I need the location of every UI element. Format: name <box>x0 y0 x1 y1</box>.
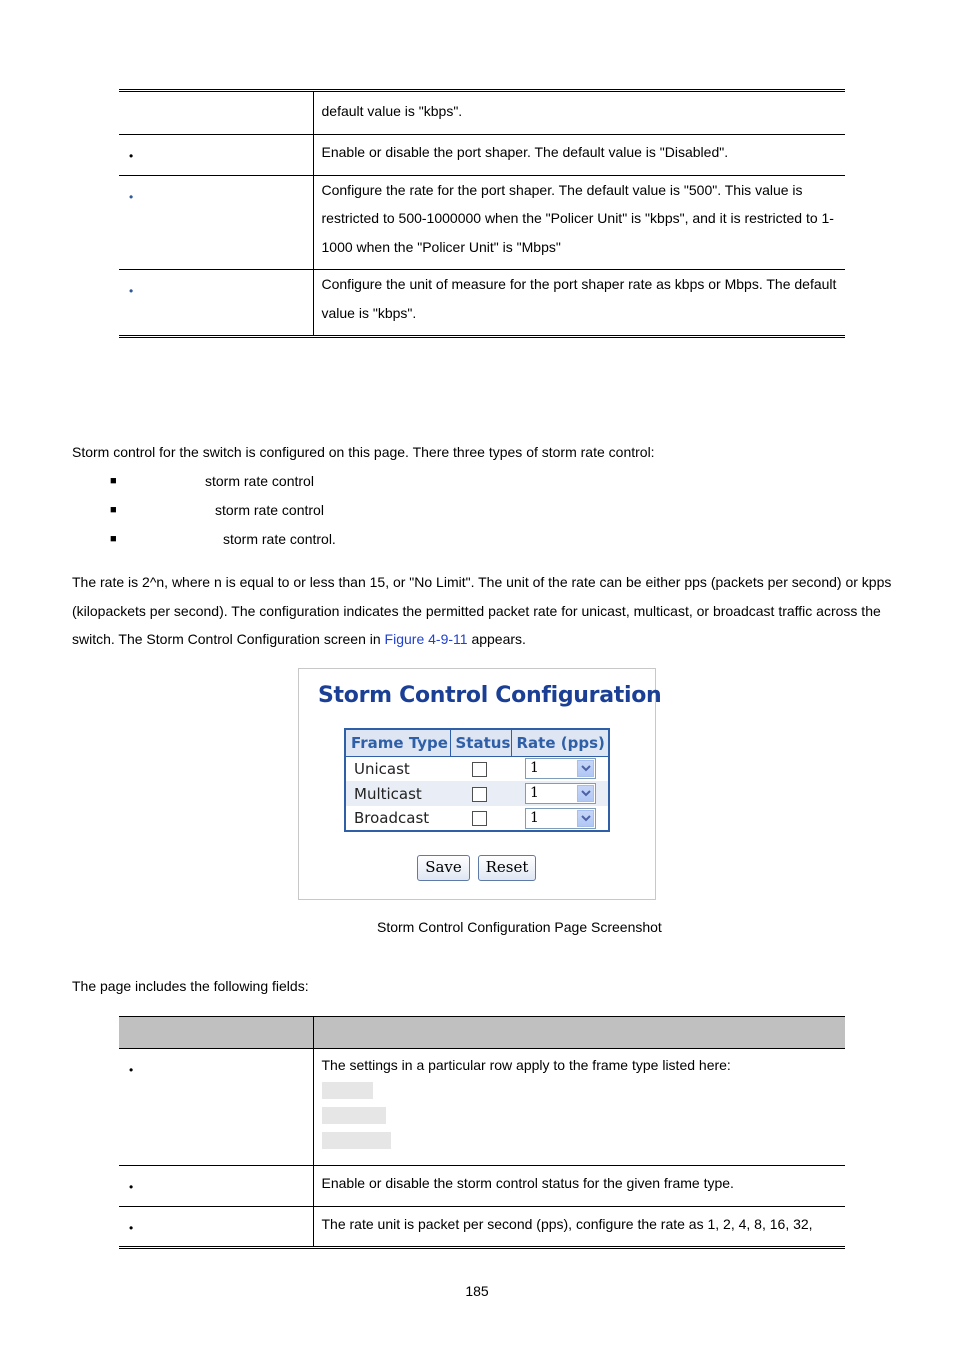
header-status: Status <box>450 729 511 756</box>
fields-intro: The page includes the following fields: <box>72 978 309 994</box>
frame-type-unicast: Unicast <box>345 756 450 781</box>
bullet: • <box>129 1220 134 1235</box>
table-cell-desc: Configure the unit of measure for the port shaper rate as kbps or Mbps. The default value is "kbps". <box>313 270 845 337</box>
chevron-down-icon <box>577 760 594 777</box>
list-item-text: storm rate control. <box>223 531 336 547</box>
figure-link[interactable]: Figure 4-9-11 <box>384 631 468 648</box>
intro-paragraph: Storm control for the switch is configured on this page. There three types of storm rate control: <box>72 444 655 460</box>
table-cell-object <box>119 1049 313 1166</box>
table-cell-object <box>119 1166 313 1207</box>
fields-table <box>119 1016 845 1249</box>
rate-paragraph <box>72 568 892 654</box>
table-cell-object <box>119 270 313 337</box>
storm-control-table <box>344 728 610 832</box>
list-item-text: storm rate control <box>205 473 314 489</box>
list-item-text: storm rate control <box>215 502 324 518</box>
reset-button[interactable]: Reset <box>478 855 536 881</box>
rate-cell <box>511 781 609 806</box>
square-bullet-icon: ■ <box>110 533 117 545</box>
table-row <box>345 781 609 806</box>
table-cell-desc: Enable or disable the port shaper. The default value is "Disabled". <box>313 135 845 176</box>
table-row <box>119 135 845 176</box>
chevron-down-icon <box>577 785 594 802</box>
bullet: • <box>129 149 134 163</box>
status-checkbox-broadcast[interactable] <box>472 811 487 826</box>
port-shaper-table <box>119 89 845 338</box>
table-cell-desc: Configure the rate for the port shaper. The default value is "500". This value is restricted to 500-1000000 when the "Policer Unit" is "kbps", and it is restricted to 1-1000 when the "Policer Unit" is "Mbps" <box>313 175 845 270</box>
table-row <box>119 91 845 135</box>
table-cell-desc: The rate unit is packet per second (pps), configure the rate as 1, 2, 4, 8, 16, 32, <box>313 1206 845 1248</box>
save-button[interactable]: Save <box>417 855 470 881</box>
page-number: 185 <box>465 1283 489 1299</box>
rate-value: 1 <box>530 785 539 801</box>
figure-caption: Storm Control Configuration Page Screenshot <box>377 919 662 935</box>
table-header-row <box>345 729 609 756</box>
frame-type-broadcast: Broadcast <box>345 806 450 831</box>
table-row <box>119 1049 845 1166</box>
status-cell <box>450 781 511 806</box>
rate-select-unicast[interactable] <box>525 758 596 779</box>
table-row <box>119 1166 845 1207</box>
rate-cell <box>511 806 609 831</box>
table-cell-object <box>119 1206 313 1248</box>
redacted-block <box>322 1082 373 1099</box>
table-cell-desc: default value is "kbps". <box>313 91 845 135</box>
table-row <box>345 756 609 781</box>
bullet: • <box>129 1063 134 1077</box>
rate-cell <box>511 756 609 781</box>
table-cell-object <box>119 175 313 270</box>
table-row <box>119 175 845 270</box>
rate-value: 1 <box>530 809 539 826</box>
frame-type-multicast: Multicast <box>345 781 450 806</box>
bullet: • <box>129 189 134 204</box>
status-cell <box>450 806 511 831</box>
bullet: • <box>129 1180 134 1194</box>
table-cell-object <box>119 135 313 176</box>
bullet: • <box>129 284 134 298</box>
desc-text: The settings in a particular row apply to the frame type listed here: <box>321 1057 731 1073</box>
rate-paragraph-tail: appears. <box>467 631 526 648</box>
square-bullet-icon: ■ <box>110 504 117 516</box>
status-checkbox-multicast[interactable] <box>472 787 487 802</box>
rate-paragraph-text: The rate is 2^n, where n is equal to or less than 15, or "No Limit". The unit of the rate can be either pps (packets per second) or kpps (kilopackets per second). The configuration indicates the permitted packet rate for unicast, multicast, or broadcast traffic across the switch. The Storm Control Configuration screen in <box>72 574 892 648</box>
header-frame-type: Frame Type <box>345 729 450 756</box>
table-header-row <box>119 1017 845 1049</box>
rate-select-broadcast[interactable] <box>525 808 596 829</box>
table-row <box>119 1206 845 1248</box>
page-title: Storm Control Configuration <box>318 683 662 708</box>
table-row <box>345 806 609 831</box>
table-cell-desc <box>313 1049 845 1166</box>
header-description <box>313 1017 845 1049</box>
status-checkbox-unicast[interactable] <box>472 762 487 777</box>
header-object <box>119 1017 313 1049</box>
redacted-block <box>322 1107 386 1124</box>
rate-select-multicast[interactable] <box>525 783 596 804</box>
status-cell <box>450 756 511 781</box>
chevron-down-icon <box>577 810 594 827</box>
table-row <box>119 270 845 337</box>
table-cell-object <box>119 91 313 135</box>
square-bullet-icon: ■ <box>110 475 117 487</box>
redacted-block <box>322 1132 391 1149</box>
header-rate: Rate (pps) <box>511 729 609 756</box>
storm-control-screenshot <box>298 668 662 900</box>
rate-value: 1 <box>530 760 539 777</box>
table-cell-desc: Enable or disable the storm control status for the given frame type. <box>313 1166 845 1207</box>
